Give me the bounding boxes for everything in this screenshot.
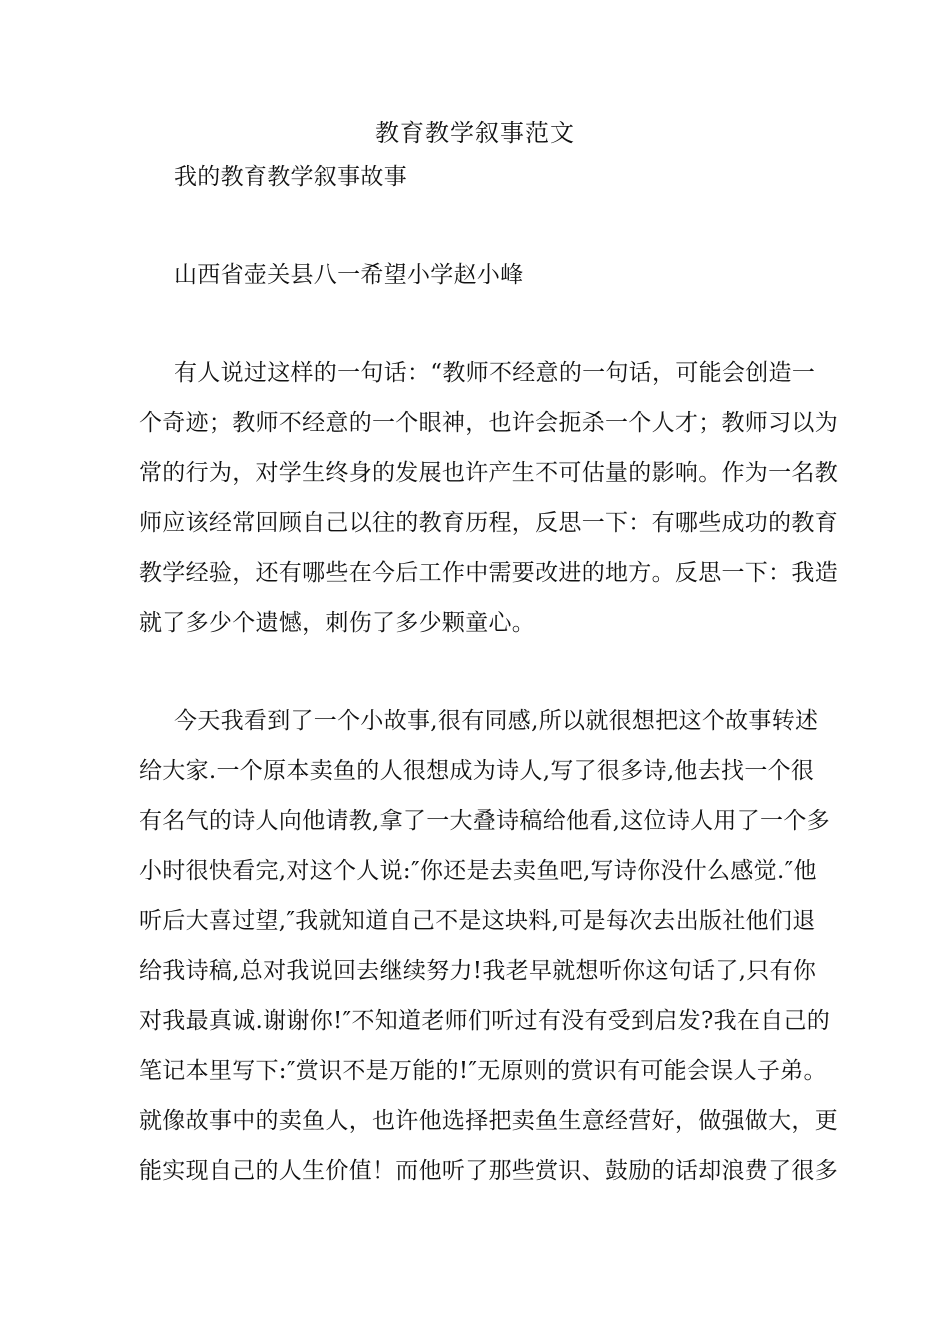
paragraph-1: [139, 356, 838, 656]
paragraph-line: 小时很快看完,对这个人说:″你还是去卖鱼吧,写诗你没什么感觉.″他: [139, 858, 817, 884]
paragraph-line: 常的行为，对学生终身的发展也许产生不可估量的影响。作为一名教: [139, 460, 838, 486]
paragraph-line: 对我最真诚.谢谢你!″不知道老师们听过有没有受到启发?我在自己的: [139, 1008, 831, 1034]
paragraph-line: 给我诗稿,总对我说回去继续努力!我老早就想听你这句话了,只有你: [139, 958, 817, 984]
document-subtitle: 我的教育教学叙事故事: [174, 164, 407, 190]
paragraph-line: 笔记本里写下:″赏识不是万能的!″无原则的赏识有可能会误人子弟。: [139, 1058, 827, 1084]
paragraph-2: [139, 704, 838, 1204]
paragraph-line: 听后大喜过望,″我就知道自己不是这块料,可是每次去出版社他们退: [139, 908, 816, 934]
paragraph-line: 能实现自己的人生价值！而他听了那些赏识、鼓励的话却浪费了很多: [139, 1158, 838, 1184]
paragraph-line: 有名气的诗人向他请教,拿了一大叠诗稿给他看,这位诗人用了一个多: [139, 808, 830, 834]
paragraph-line: 就像故事中的卖鱼人，也许他选择把卖鱼生意经营好，做强做大，更: [139, 1108, 838, 1134]
author-line: 山西省壶关县八一希望小学赵小峰: [174, 262, 524, 288]
paragraph-line: 个奇迹；教师不经意的一个眼神，也许会扼杀一个人才；教师习以为: [139, 410, 838, 436]
paragraph-line: 教学经验，还有哪些在今后工作中需要改进的地方。反思一下：我造: [139, 560, 838, 586]
paragraph-line: 给大家.一个原本卖鱼的人很想成为诗人,写了很多诗,他去找一个很: [139, 758, 815, 784]
paragraph-line: 师应该经常回顾自己以往的教育历程，反思一下：有哪些成功的教育: [139, 510, 838, 536]
paragraph-line: 就了多少个遗憾，刺伤了多少颗童心。: [139, 610, 536, 636]
paragraph-line: 有人说过这样的一句话：“教师不经意的一句话，可能会创造一: [174, 360, 816, 386]
document-title: 教育教学叙事范文: [375, 119, 575, 147]
paragraph-line: 今天我看到了一个小故事,很有同感,所以就很想把这个故事转述: [174, 708, 819, 734]
